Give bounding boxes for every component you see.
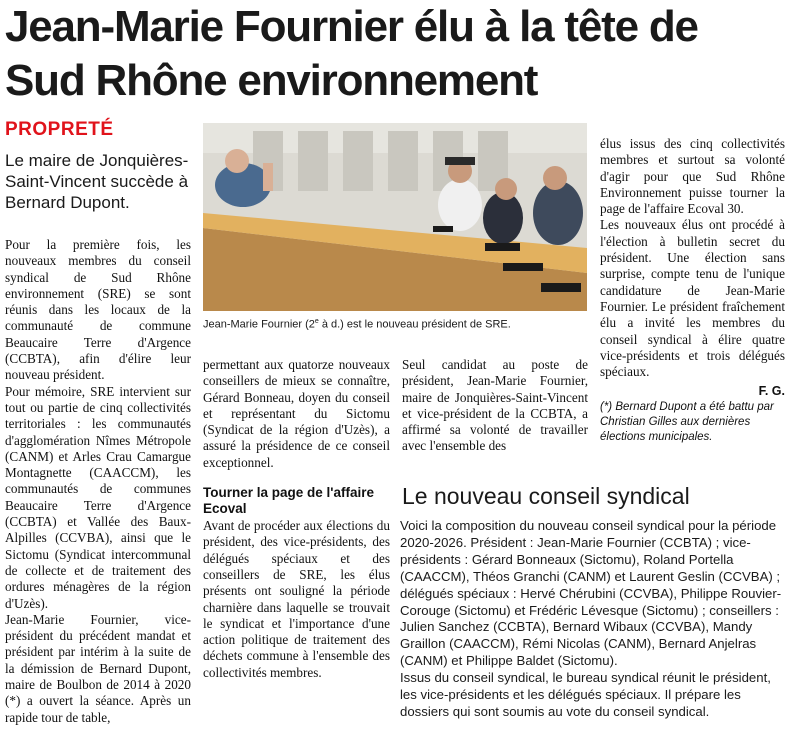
article-photo <box>203 123 587 311</box>
box-title: Le nouveau conseil syndical <box>402 483 690 509</box>
paragraph: Pour la première fois, les nouveaux membres du conseil syndical de Sud Rhône environnement (SRE) se sont réunis dans les locaux de la communauté de commune Beaucaire Terre d'Argence (CCBTA), afin d'élire leur nouveau président. <box>5 237 191 383</box>
paragraph: Les nouveaux élus ont procédé à l'élection à bulletin secret du président. Une élection sans surprise, compte tenu de l'unique candidature de Jean-Marie Fournier. Le président fraîchement élu a invité les membres du conseil syndical à élire quatre vice-présidents et trois délégués spéciaux. <box>600 217 785 380</box>
article-column-1 <box>5 237 191 726</box>
paragraph: Seul candidat au poste de président, Jean-Marie Fournier, maire de Jonquières-Saint-Vincent et vice-président de la CCBTA, a affirmé sa volonté de travailler avec l'ensemble des <box>402 357 588 454</box>
lead-text: Le maire de Jonquières-Saint-Vincent succède à Bernard Dupont. <box>5 151 189 212</box>
paragraph: Jean-Marie Fournier, vice-président du précédent mandat et président par intérim à la suite de la démission de Bernard Dupont, maire de Boulbon de 2014 à 2020 (*) a ouvert la séance. Après un rapide tour de table, <box>5 611 191 725</box>
photo-caption: Jean-Marie Fournier (2e à d.) est le nouveau président de SRE. <box>203 318 511 331</box>
article-column-3 <box>402 357 588 455</box>
subheading: Tourner la page de l'affaire Ecoval <box>203 485 375 517</box>
paragraph: Voici la composition du nouveau conseil syndical pour la période 2020-2026. Président : Jean-Marie Fournier (CCBTA) ; vice-présidents : Gérard Bonneaux (Sictomu), Roland Portella (CAACCM), Théos Granchi (CANM) et Laurent Geslin (CCVBA) ; délégués spéciaux : Hervé Chérubini (CCVBA), Philippe Rouvier-Corouge (Sictomu) et Frédéric Lévesque (Sictomu) ; conseillers : Julien Sanchez (CCBTA), Bernard Wibaux (CCVBA), Mandy Graillon (CAACCM), Rémi Nicolas (CANM), Bernard Anjelras (CANM) et Philippe Baldet (Sictomu). <box>400 518 782 669</box>
rubric-label: PROPRETÉ <box>5 119 114 140</box>
paragraph: permettant aux quatorze nouveaux conseillers de mieux se connaître, Gérard Bonneau, doyen du conseil et représentant du Sictomu (Syndicat de la région d'Uzès), a assuré la présidence de ce conseil exceptionnel. <box>203 357 390 470</box>
paragraph: élus issus des cinq collectivités membres et surtout sa volonté d'agir pour que Sud Rhône Environnement puisse tourner la page de l'affaire Ecoval 30. <box>600 136 785 217</box>
paragraph: Avant de procéder aux élections du président, des vice-présidents, des délégués spéciaux et des conseillers de SRE, les élus présents ont souligné la période charnière dans laquelle se trouvait le syndicat et l'importance d'une action politique de traitement des déchets commune à l'ensemble des collectivités membres. <box>203 518 390 680</box>
headline: Jean-Marie Fournier élu à la tête de Sud Rhône environnement <box>5 2 698 105</box>
article-column-4 <box>600 136 785 445</box>
box-body <box>400 518 786 721</box>
author-signature: F. G. <box>758 384 785 399</box>
footnote: (*) Bernard Dupont a été battu par Christian Gilles aux dernières élections municipales. <box>600 400 774 443</box>
paragraph: Pour mémoire, SRE intervient sur tout ou partie de cinq collectivités territoriales : les communautés d'agglomération Nîmes Métropole (CANM) et Arles Crau Camargue Montagnette (CAACCM), les communautés de communes Beaucaire Terre d'Argence (CCBTA) et Vallée des Baux-Alpilles (CCVBA), ainsi que le Sictomu (Syndicat intercommunal de collecte et de traitement des ordures ménagères de la région d'Uzès). <box>5 383 191 611</box>
paragraph: Issus du conseil syndical, le bureau syndical réunit le président, les vice-présidents et les délégués spéciaux. Il prépare les dossiers qui sont soumis au vote du conseil syndical. <box>400 670 771 719</box>
article-column-2 <box>203 357 390 681</box>
